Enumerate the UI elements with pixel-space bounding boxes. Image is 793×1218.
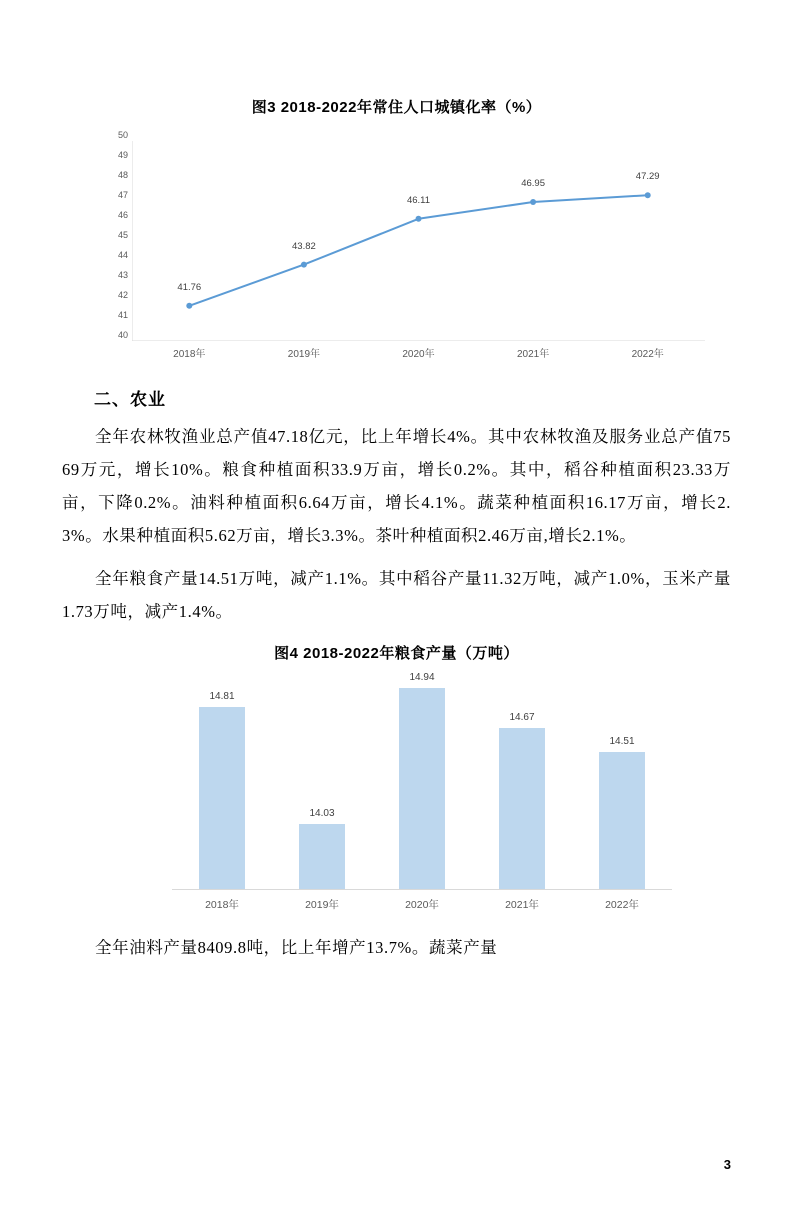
figure3-data-label: 41.76 — [177, 281, 202, 293]
figure4-bar — [599, 752, 645, 889]
figure4-x-tick: 2019年 — [305, 899, 339, 911]
figure3-plot-area — [132, 135, 705, 335]
figure4-plot-area — [172, 671, 672, 889]
figure4-x-tick: 2022年 — [605, 899, 639, 911]
figure4-chart — [62, 671, 731, 921]
figure3-y-tick: 49 — [117, 149, 128, 160]
figure4-bar — [199, 707, 245, 889]
figure3-y-tick: 46 — [117, 209, 128, 220]
section-heading: 二、农业 — [94, 390, 166, 409]
figure3-x-tick: 2019年 — [287, 349, 321, 360]
figure3-y-tick: 47 — [117, 189, 128, 200]
page-number: 3 — [723, 1157, 731, 1172]
figure3-y-tick: 48 — [117, 169, 128, 180]
figure4-data-label: 14.81 — [209, 691, 235, 703]
document-page — [0, 96, 793, 1218]
paragraph-2: 全年粮食产量14.51万吨，减产1.1%。其中稻谷产量11.32万吨，减产1.0%，玉米产量1.73万吨，减产1.4%。 — [62, 569, 731, 621]
figure3-y-tick: 45 — [117, 229, 128, 240]
figure4-bar — [399, 688, 445, 890]
figure3-y-axis-labels — [102, 129, 128, 341]
figure4-data-label: 14.03 — [309, 808, 335, 820]
figure3-data-label: 46.95 — [521, 178, 545, 189]
figure3-data-label: 43.82 — [292, 240, 316, 252]
figure4-bar — [299, 824, 345, 889]
figure3-y-tick: 41 — [117, 309, 128, 320]
figure4-x-tick: 2018年 — [205, 899, 239, 911]
figure4-axis-line — [172, 889, 672, 890]
figure3-y-tick: 44 — [117, 249, 128, 260]
figure4-data-label: 14.94 — [409, 671, 435, 683]
figure3-x-tick: 2021年 — [516, 349, 550, 360]
figure3-title: 图3 2018-2022年常住人口城镇化率（%） — [251, 99, 542, 116]
figure4-data-label: 14.51 — [609, 736, 635, 748]
figure4-title: 图4 2018-2022年粮食产量（万吨） — [274, 645, 519, 662]
figure3-x-tick: 2022年 — [631, 349, 664, 360]
figure3-data-label: 46.11 — [406, 194, 431, 206]
figure3-x-axis-labels — [132, 341, 705, 361]
figure4-data-label: 14.67 — [509, 712, 535, 724]
figure3-x-tick: 2020年 — [402, 349, 435, 360]
figure3-y-tick: 43 — [117, 269, 128, 280]
paragraph-3: 全年油料产量8409.8吨，比上年增产13.7%。蔬菜产量 — [95, 938, 498, 957]
figure3-y-tick: 50 — [117, 129, 128, 140]
figure3-line-svg — [132, 135, 705, 341]
paragraph-1: 全年农林牧渔业总产值47.18亿元，比上年增长4%。其中农林牧渔及服务业总产值7569万元，增长10%。粮食种植面积33.9万亩，增长0.2%。其中，稻谷种植面积23.33万亩，下降0.2%。油料种植面积6.64万亩，增长4.1%。蔬菜种植面积16.17万亩，增长2.3%。水果种植面积5.62万亩，增长3.3%。茶叶种植面积2.46万亩,增长2.1%。 — [62, 427, 731, 545]
figure3-y-tick: 40 — [117, 329, 128, 340]
figure4-x-tick: 2021年 — [505, 899, 539, 911]
figure3-data-label: 47.29 — [635, 171, 660, 183]
figure3-chart — [62, 129, 731, 361]
figure3-x-tick: 2018年 — [173, 349, 206, 360]
figure3-y-tick: 42 — [117, 289, 128, 300]
figure4-bar — [499, 728, 545, 889]
figure4-x-tick: 2020年 — [405, 899, 439, 911]
figure4-x-axis-labels — [172, 895, 672, 915]
